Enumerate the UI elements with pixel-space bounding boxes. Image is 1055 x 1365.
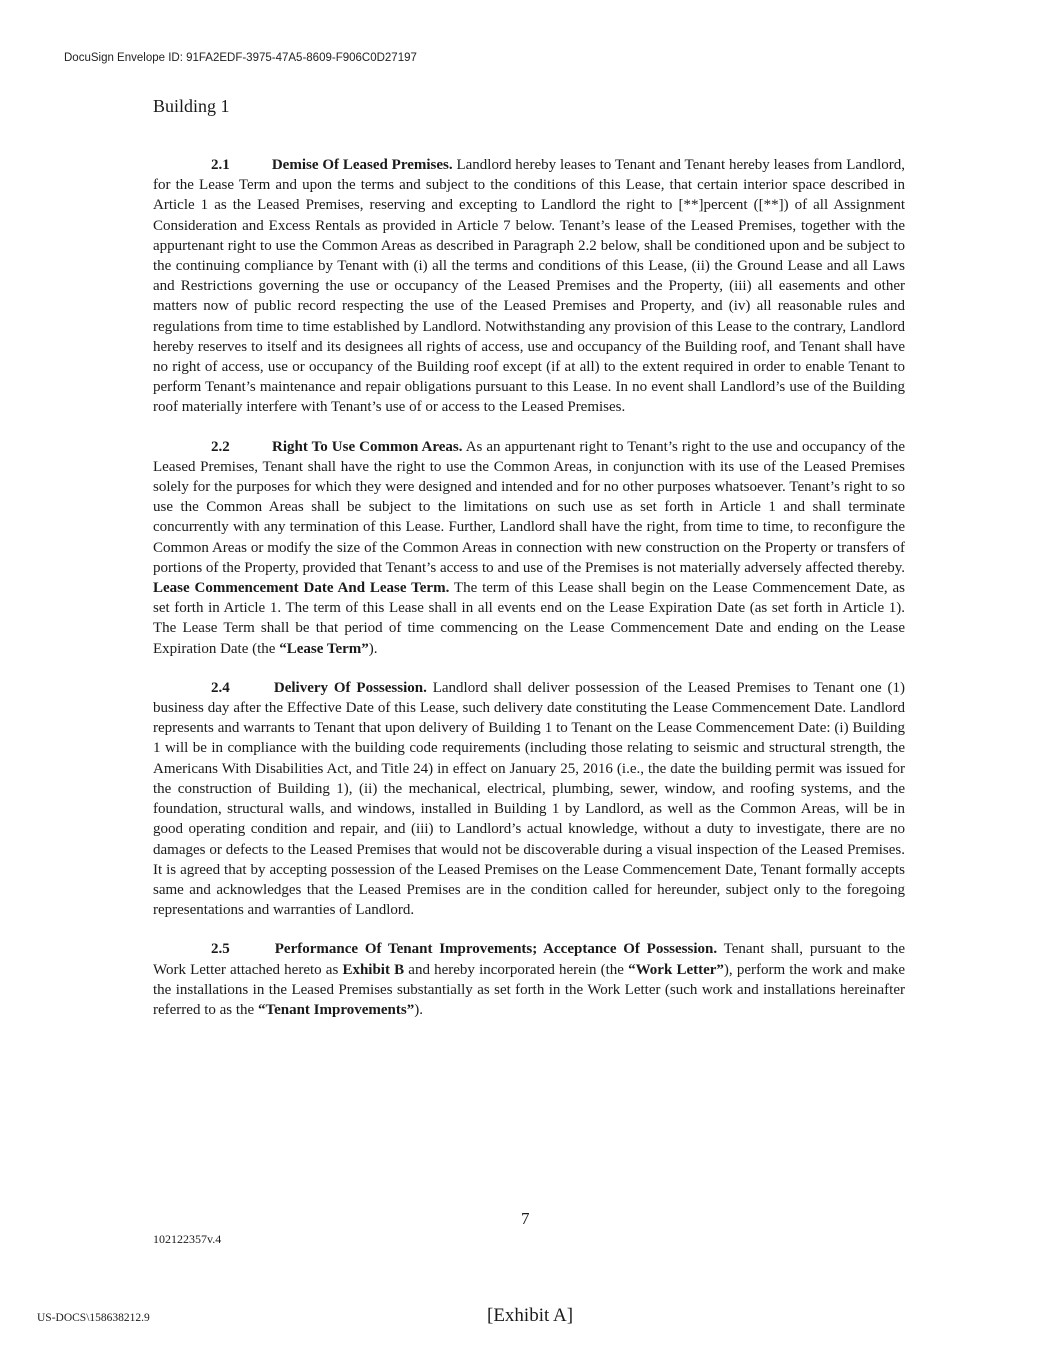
section-2-1	[153, 155, 905, 418]
building-heading: Building 1	[153, 96, 230, 116]
section-text: and hereby incorporated herein (the	[408, 961, 624, 978]
defined-term: “Tenant Improvements”	[257, 1001, 415, 1018]
section-text: The term of this Lease shall begin on the Lease Commencement Date, as set forth in Article 1. The term of this Lease shall in all events end on the Lease Expiration Date (as set forth in Article 1). The Lease Term shall be that period of time commencing on the Lease Commencement Date and ending on the Lease Expiration Date (the	[153, 580, 905, 657]
section-title: Performance Of Tenant Improvements; Acceptance Of Possession.	[274, 941, 718, 958]
section-text: ).	[368, 640, 378, 657]
section-number: 2.1	[211, 157, 230, 173]
us-docs-id: US-DOCS\158638212.9	[37, 1312, 150, 1324]
page-number: 7	[521, 1209, 530, 1228]
exhibit-reference: Exhibit B	[342, 961, 405, 978]
section-title: Demise Of Leased Premises.	[271, 157, 453, 173]
document-id: 102122357v.4	[153, 1232, 222, 1246]
section-text: ).	[414, 1001, 423, 1018]
section-text: Landlord hereby leases to Tenant and Tenant hereby leases from Landlord, for the Lease Term and upon the terms and subject to the conditions of this Lease, that certain interior space described in Article 1 as the Leased Premises, reserving and excepting to Landlord the right to [**]percent ([**]) of all Assignment Consideration and Excess Rentals as provided in Article 7 below. Tenant’s lease of the Leased Premises, together with the appurtenant right to use the Common Areas as described in Paragraph 2.2 below, shall be conditioned upon and be subject to the continuing compliance by Tenant with (i) all the terms and conditions of this Lease, (ii) the Ground Lease and all Laws and Restrictions governing the use or occupancy of the Leased Premises and the Property, (iii) all easements and other matters now of public record respecting the use of the Leased Premises and Property, and (iv) all reasonable rules and regulations from time to time established by Landlord. Notwithstanding any provision of this Lease to the contrary, Landlord hereby reserves to itself and its designees all rights of access, use and occupancy of the Building roof, and Tenant shall have no right of access, use or occupancy of the Building roof except (if at all) to the extent required in order to enable Tenant to perform Tenant’s maintenance and repair obligations pursuant to this Lease. In no event shall Landlord’s use of the Building roof materially interfere with Tenant’s use of or access to the Leased Premises.	[153, 157, 906, 416]
section-title: Right To Use Common Areas.	[272, 438, 463, 455]
docusign-envelope-id: DocuSign Envelope ID: 91FA2EDF-3975-47A5-8609-F906C0D27197	[64, 52, 417, 64]
defined-term: “Work Letter”	[628, 961, 724, 978]
exhibit-footer: [Exhibit A]	[487, 1305, 574, 1326]
section-text: As an appurtenant right to Tenant’s right to the use and occupancy of the Leased Premises, Tenant shall have the right to use the Common Areas, in conjunction with its use of the Leased Premises solely for the purposes for which they were designed and intended and for no other purposes whatsoever. Tenant’s right to so use the Common Areas shall be subject to the limitations on such use as set forth in Article 1 and shall terminate concurrently with any termination of this Lease. Further, Landlord shall have the right, from time to time, to reconfigure the Common Areas or modify the size of the Common Areas in connection with new construction on the Property or transfers of portions of the Property, provided that Tenant’s access to and use of the Premises is not materially adversely affected thereby.	[153, 438, 905, 576]
lease-body	[153, 155, 905, 1039]
section-2-2	[153, 437, 905, 659]
section-title: Delivery Of Possession.	[273, 679, 427, 696]
subsection-title: Lease Commencement Date And Lease Term.	[153, 580, 450, 597]
section-text: Tenant shall, pursuant to the Work Letter attached hereto as	[153, 941, 905, 978]
section-number: 2.5	[211, 941, 230, 958]
section-2-5	[153, 939, 905, 1020]
defined-term: “Lease Term”	[279, 640, 369, 657]
section-2-4	[153, 678, 905, 920]
section-number: 2.2	[211, 438, 230, 455]
section-text: Landlord shall deliver possession of the Leased Premises to Tenant one (1) business day after the Effective Date of this Lease, such delivery date constituting the Lease Commencement Date. Landlord represents and warrants to Tenant that upon delivery of Building 1 to Tenant on the Lease Commencement Date: (i) Building 1 will be in compliance with the building code requirements (including those relating to seismic and structural strength, the Americans With Disabilities Act, and Title 24) in effect on January 25, 2016 (i.e., the date the building permit was issued for the construction of Building 1), (ii) the mechanical, electrical, plumbing, sewer, window, and roofing systems, and the foundation, structural walls, and windows, installed in Building 1 by Landlord, as well as the Common Areas, will be in good operating condition and repair, and (iii) to Landlord’s actual knowledge, without a duty to investigate, there are no damages or defects to the Leased Premises that would not be discoverable during a visual inspection of the Leased Premises. It is agreed that by accepting possession of the Leased Premises on the Lease Commencement Date, Tenant formally accepts same and acknowledges that the Leased Premises are in the condition called for hereunder, subject only to the foregoing representations and warranties of Landlord.	[153, 679, 906, 919]
section-number: 2.4	[211, 679, 230, 696]
section-text: ), perform the work and make the installations in the Leased Premises substantially as set forth in the Work Letter (such work and installations hereinafter referred to as the	[153, 961, 906, 1018]
